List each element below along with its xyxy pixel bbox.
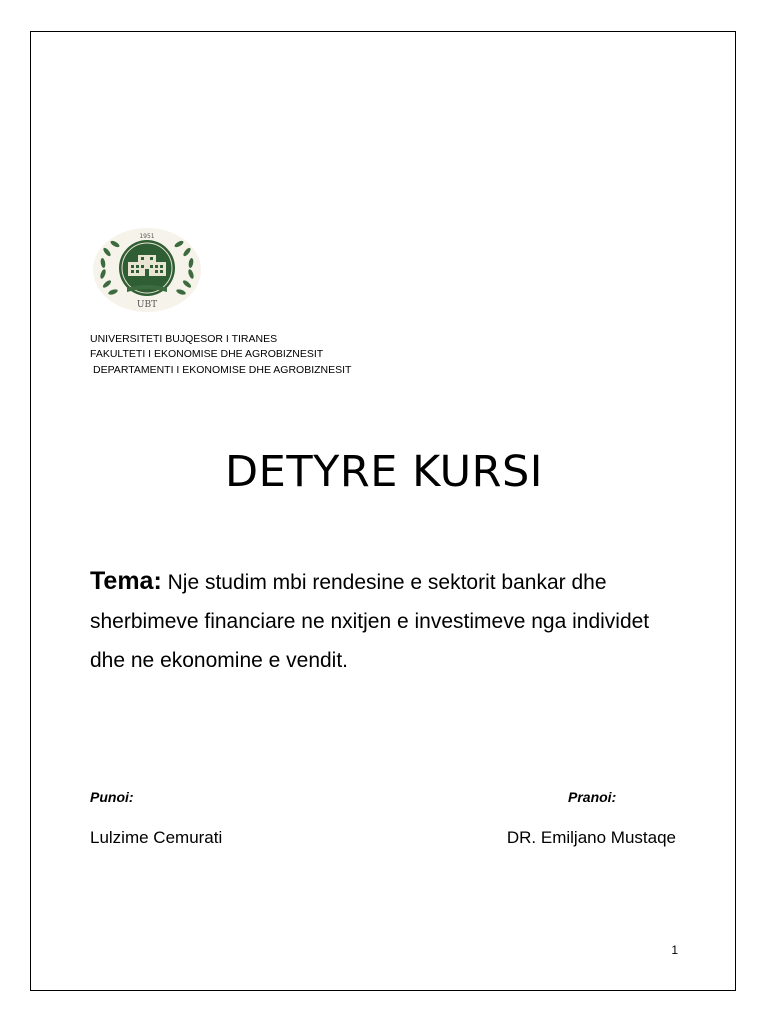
university-name: UNIVERSITETI BUJQESOR I TIRANES [90,333,278,345]
author-name: Lulzime Cemurati [90,828,223,847]
reviewer-label: Pranoi: [568,789,617,805]
university-logo [91,226,203,312]
faculty-name: FAKULTETI I EKONOMISE DHE AGROBIZNESIT [90,348,324,360]
topic-text: Nje studim mbi rendesine e sektorit bankar dhe sherbimeve financiare ne nxitjen e investimeve nga individet dhe ne ekonomine e vendit. [90,571,650,672]
document-title: DETYRE KURSI [225,447,543,497]
logo-year-text: 1951 [139,233,155,240]
university-seal-icon [91,226,203,312]
logo-name-text: UBT [136,300,158,310]
topic-label: Tema: [90,567,162,595]
reviewer-name: DR. Emiljano Mustaqe [506,828,676,847]
topic-paragraph [90,562,690,680]
department-name: DEPARTAMENTI I EKONOMISE DHE AGROBIZNESIT [93,364,352,376]
page-number: 1 [671,943,678,957]
author-label: Punoi: [90,789,134,805]
